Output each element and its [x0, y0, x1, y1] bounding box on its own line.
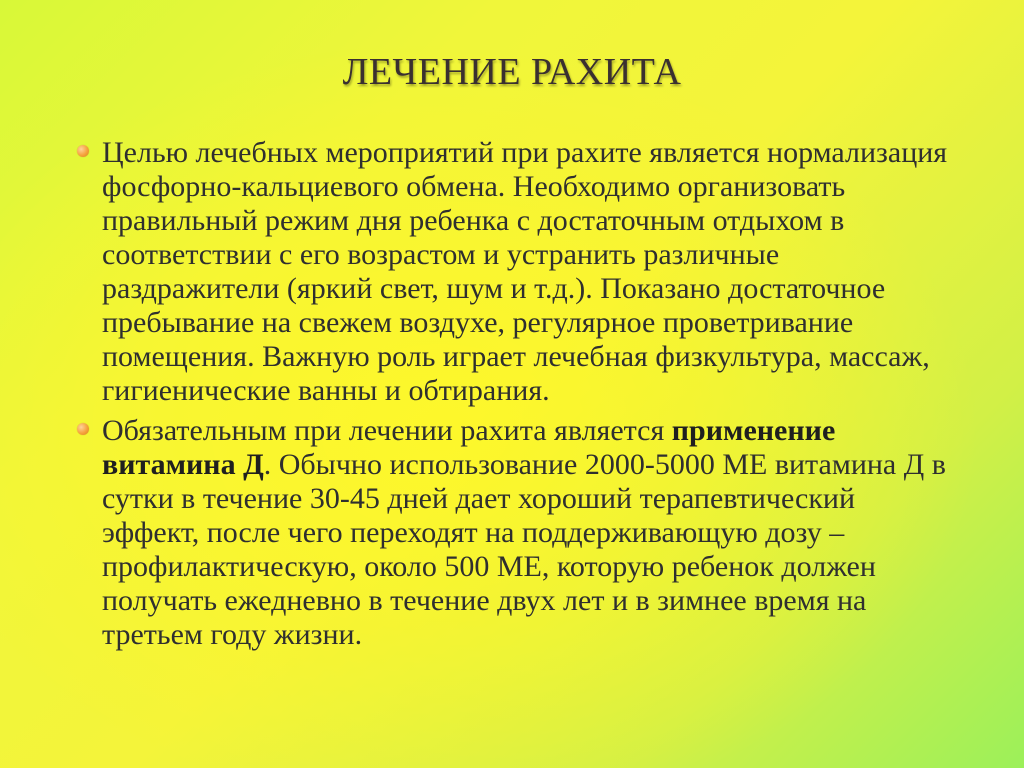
bullet-item	[74, 136, 954, 408]
bullet-text-emphasis: применение витамина Д	[102, 414, 836, 481]
bullet-dot-icon	[77, 423, 89, 435]
bullet-item	[74, 414, 954, 652]
bullet-dot-icon	[77, 145, 89, 157]
bullet-list	[74, 136, 954, 658]
slide-title: ЛЕЧЕНИЕ РАХИТА	[342, 51, 682, 93]
bullet-text-end: . Обычно использование 2000-5000 МЕ витамина Д в сутки в течение 30-45 дней дает хороший терапевтический эффект, после чего переходят на поддерживающую дозу – профилактическую, около 500 МЕ, которую ребенок должен получать ежедневно в течение двух лет и в зимнее время на третьем году жизни.	[102, 448, 946, 651]
bullet-text-start: Обязательным при лечении рахита является	[102, 414, 672, 447]
bullet-text: Целью лечебных мероприятий при рахите является нормализация фосфорно-кальциевого обмена. Необходимо организовать правильный режим дня ребенка с достаточным отдыхом в соответствии с его возрастом и устранить различные раздражители (яркий свет, шум и т.д.). Показано достаточное пребывание на свежем воздухе, регулярное проветривание помещения. Важную роль играет лечебная физкультура, массаж, гигиенические ванны и обтирания.	[102, 136, 948, 407]
